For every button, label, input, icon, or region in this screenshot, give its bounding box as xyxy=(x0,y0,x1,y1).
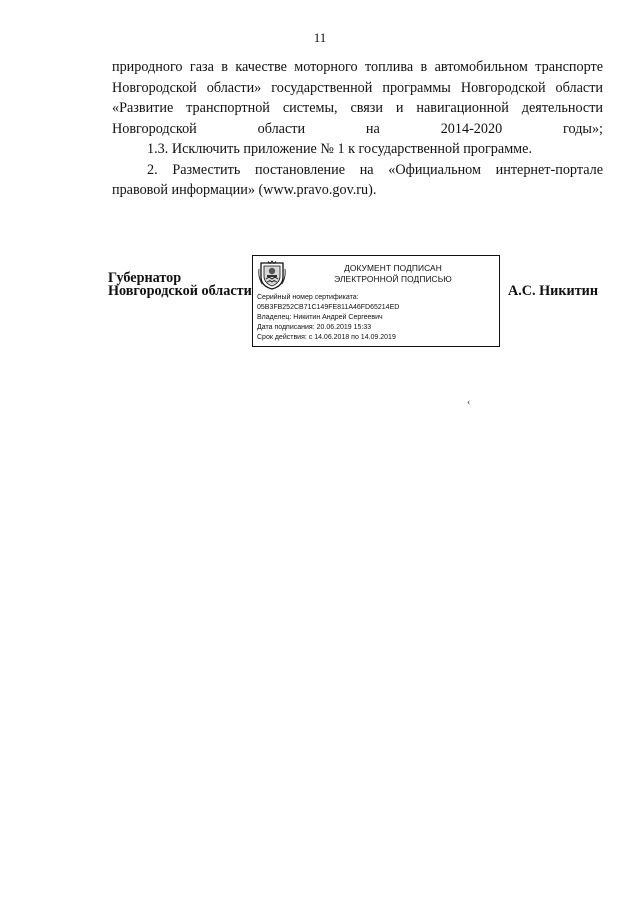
signer-name: А.С. Никитин xyxy=(508,283,599,299)
signer-position xyxy=(108,272,252,298)
page-number: 11 xyxy=(313,30,327,45)
stamp-heading xyxy=(293,263,493,285)
stray-mark: ‹ xyxy=(467,397,471,408)
stamp-serial-label: Серийный номер сертификата: xyxy=(257,294,359,301)
stamp-details xyxy=(257,293,399,343)
stamp-owner: Владелец: Никитин Андрей Сергеевич xyxy=(257,314,383,321)
signer-position-line: Губернатор xyxy=(108,270,182,286)
stamp-signed-date: Дата подписания: 20.06.2019 15:33 xyxy=(257,324,372,331)
stamp-heading-line: ДОКУМЕНТ ПОДПИСАН xyxy=(344,263,442,273)
body-paragraph: природного газа в качестве моторного топлива в автомобильном транспорте Новгородской области» государственной программы Новгородской области «Развитие транспортной системы, связи и навигационной деятельности Новгородской области на 2014-2020 годы»; xyxy=(112,59,603,137)
coat-of-arms-icon xyxy=(258,260,286,290)
body-paragraph: 2. Разместить постановление на «Официальном интернет-портале правовой информации» (www.pravo.gov.ru). xyxy=(112,161,603,198)
stamp-heading-line: ЭЛЕКТРОННОЙ ПОДПИСЬЮ xyxy=(334,274,452,284)
document-body xyxy=(112,57,603,201)
electronic-signature-stamp xyxy=(252,255,500,347)
body-paragraph: 1.3. Исключить приложение № 1 к государственной программе. xyxy=(147,141,533,157)
signer-position-line: Новгородской области xyxy=(108,283,252,299)
stamp-serial-value: 05B3FB252CB71C149FE811A46FD65214ED xyxy=(257,304,400,311)
stamp-validity: Срок действия: с 14.06.2018 по 14.09.2019 xyxy=(257,334,396,341)
